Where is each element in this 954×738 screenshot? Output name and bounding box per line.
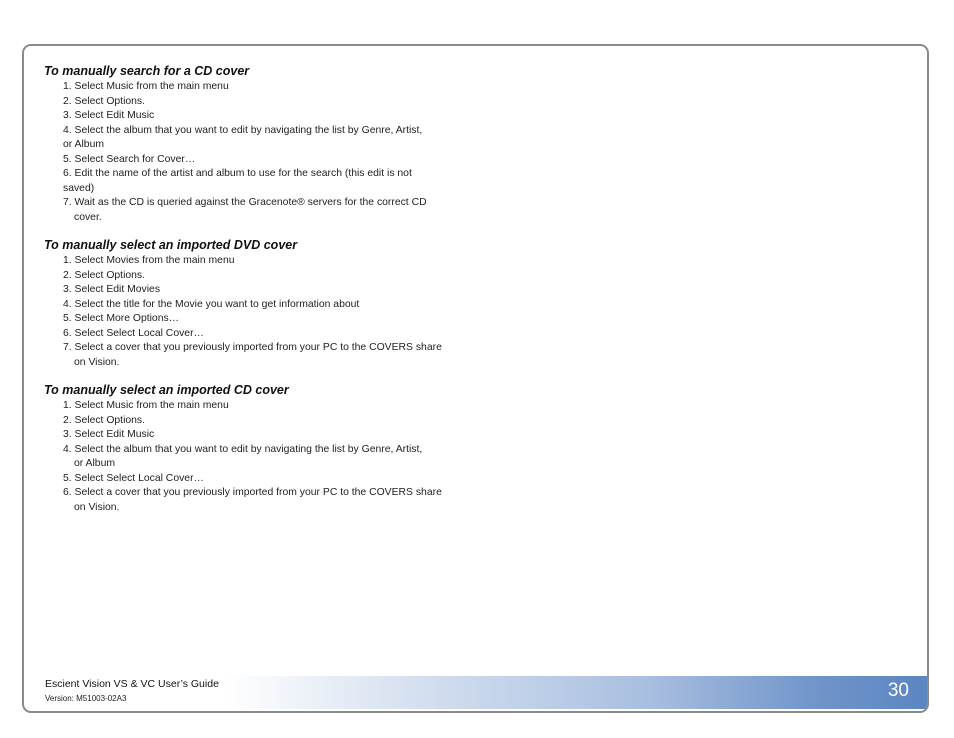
step-item: 2. Select Options. bbox=[63, 95, 146, 107]
step-item-continuation: or Album bbox=[63, 139, 105, 150]
step-item: 1. Select Movies from the main menu bbox=[63, 255, 235, 266]
step-item-continuation: on Vision. bbox=[74, 501, 120, 513]
step-item-continuation: or Album bbox=[74, 458, 116, 469]
guide-title: Escient Vision VS & VC User’s Guide bbox=[45, 678, 219, 690]
section-search-cd-cover bbox=[44, 63, 474, 225]
section-select-cd-cover bbox=[44, 382, 474, 515]
page-content bbox=[44, 63, 474, 527]
step-item: 3. Select Edit Movies bbox=[63, 284, 161, 295]
page-frame bbox=[22, 44, 929, 713]
step-item: 2. Select Options. bbox=[63, 269, 146, 281]
step-list bbox=[44, 80, 474, 225]
page-number: 30 bbox=[887, 680, 909, 701]
step-item: 1. Select Music from the main menu bbox=[63, 400, 229, 411]
section-title: To manually search for a CD cover bbox=[44, 64, 250, 78]
step-item: 7. Wait as the CD is queried against the Gracenote® servers for the correct CD bbox=[63, 197, 427, 208]
step-item: 7. Select a cover that you previously imported from your PC to the COVERS share bbox=[63, 342, 442, 353]
page-footer bbox=[24, 676, 927, 711]
step-item-continuation: on Vision. bbox=[74, 356, 120, 368]
step-item: 3. Select Edit Music bbox=[63, 110, 155, 121]
step-list bbox=[44, 399, 474, 515]
step-item: 5. Select Select Local Cover… bbox=[63, 472, 204, 484]
section-title: To manually select an imported DVD cover bbox=[44, 238, 298, 252]
section-select-dvd-cover bbox=[44, 237, 474, 370]
step-item: 5. Select Search for Cover… bbox=[63, 153, 196, 165]
step-item: 6. Edit the name of the artist and album to use for the search (this edit is not bbox=[63, 168, 412, 179]
step-item: 2. Select Options. bbox=[63, 414, 146, 426]
step-list bbox=[44, 254, 474, 370]
step-item: 6. Select a cover that you previously imported from your PC to the COVERS share bbox=[63, 487, 442, 498]
step-item-continuation: cover. bbox=[74, 211, 102, 223]
step-item: 1. Select Music from the main menu bbox=[63, 81, 229, 92]
step-item: 4. Select the title for the Movie you want to get information about bbox=[63, 298, 360, 310]
version-label: Version: M51003-02A3 bbox=[45, 694, 127, 703]
step-item: 6. Select Select Local Cover… bbox=[63, 327, 204, 339]
section-title: To manually select an imported CD cover bbox=[44, 383, 289, 397]
step-item: 3. Select Edit Music bbox=[63, 429, 155, 440]
step-item: 4. Select the album that you want to edit by navigating the list by Genre, Artist, bbox=[63, 443, 423, 455]
step-item: 4. Select the album that you want to edit by navigating the list by Genre, Artist, bbox=[63, 124, 423, 136]
step-item: 5. Select More Options… bbox=[63, 313, 180, 324]
footer-gradient-bar bbox=[224, 676, 927, 709]
step-item-continuation: saved) bbox=[63, 182, 95, 194]
